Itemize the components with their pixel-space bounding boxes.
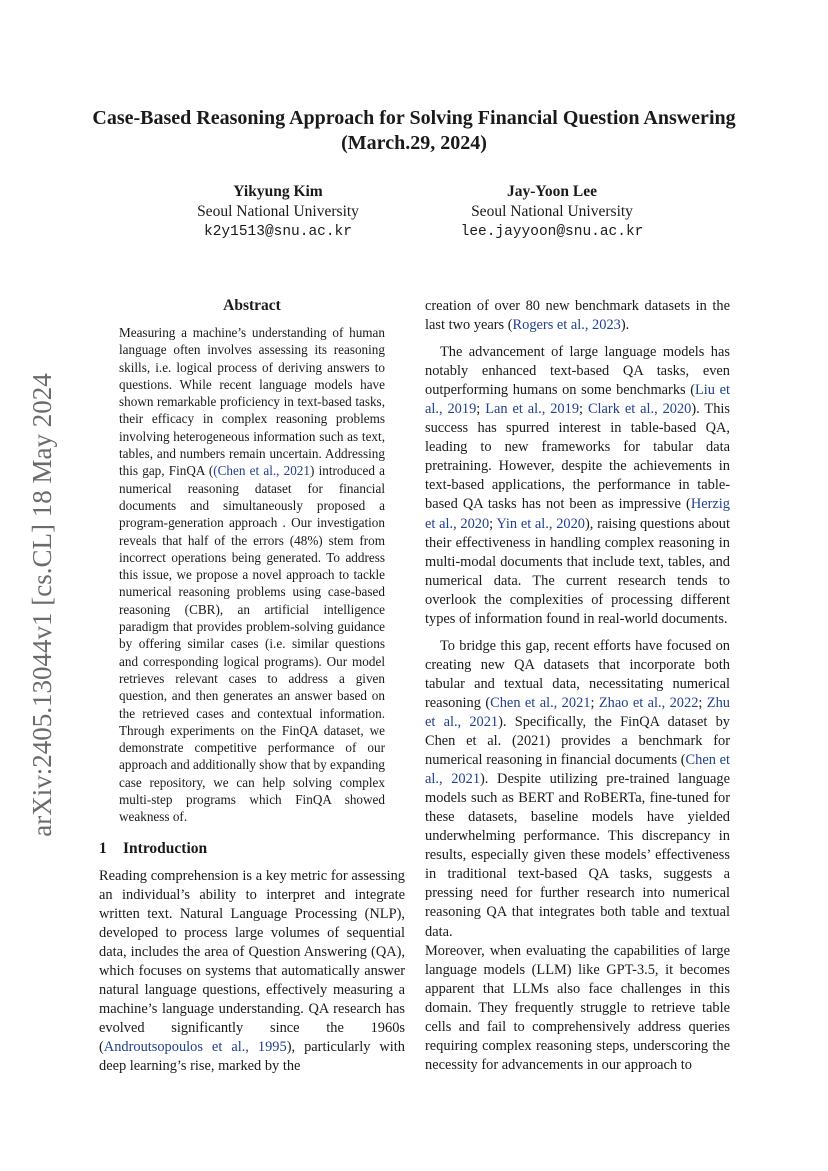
text-run: ). Despite utilizing pre-trained language models such as BERT and RoBERTa, fine-tuned for these datasets, baseline models have yielded underwhelming performance. This discrepancy in results, especially given these models’ effectiveness in traditional text-based QA tasks, suggests a pressing need for further research into numerical reasoning QA that integrates both table and textual data. (425, 771, 730, 940)
text-run: ; (489, 515, 497, 532)
text-run: To bridge this gap, recent efforts have focused on creating new QA datasets that incorporate both tabular and textual data, necessitating numerical reasoning ( (425, 637, 730, 711)
text-run: ; (476, 401, 486, 418)
abstract-text (119, 324, 385, 826)
text-run: ). Specifically, the FinQA dataset by Chen et al. (2021) provides a benchmark for numerical reasoning in financial documents ( (425, 713, 730, 769)
citation-link[interactable]: Yin et al., 2020 (496, 515, 585, 532)
author-email: lee.jayyoon@snu.ac.kr (460, 224, 644, 240)
section-heading-introduction (99, 839, 405, 859)
arxiv-identifier-stamp: arXiv:2405.13044v1 [cs.CL] 18 May 2024 (27, 373, 57, 837)
text-run: Moreover, when evaluating the capabilities of large language models (LLM) like GPT-3.5, it becomes apparent that LLMs also face challenges in this domain. They frequently struggle to retrieve table cells and fail to comprehensively address queries requiring complex reasoning steps, underscoring the necessity for advancements in our approach to (425, 942, 730, 1073)
text-run: ), particularly with deep learning’s rise, marked by the (99, 1039, 405, 1075)
paragraph (99, 867, 405, 1077)
paragraph (425, 343, 730, 629)
text-run: ). This success has spurred interest in table-based QA, leading to new frameworks for tabular data pretraining. However, despite the achievements in text-based applications, the performance in table-based QA tasks has not been as impressive ( (425, 401, 730, 513)
text-run: ) introduced a numerical reasoning dataset for financial documents and simultaneously proposed a program-generation approach . Our investigation reveals that half of the errors (48%) stem from incorrect operations being generated. To address this issue, we propose a novel approach to tackle numerical reasoning problems using case-based reasoning (CBR), an artificial intelligence paradigm that provides problem-solving guidance by offering similar cases (i.e. similar questions and corresponding logical programs). Our model retrieves relevant cases to address a given question, and then generates an answer based on the retrieved cases and contextual information. Through experiments on the FinQA dataset, we demonstrate competitive performance of our approach and additionally show that by expanding case repository, we can help solving complex multi-step programs which FinQA showed weakness of. (119, 463, 385, 825)
text-run: creation of over 80 new benchmark datasets in the last two years ( (425, 298, 730, 334)
citation-link[interactable]: Rogers et al., 2023 (512, 317, 621, 334)
citation-link[interactable]: Zhu et al., 2021 (425, 694, 730, 730)
citation-link[interactable]: (Chen et al., 2021 (213, 463, 310, 479)
paragraph (425, 297, 730, 335)
citation-link[interactable]: Clark et al., 2020 (587, 401, 692, 418)
text-run: Reading comprehension is a key metric for assessing an individual’s ability to interpret and integrate written text. Natural Language Processing (NLP), developed to process large volumes of sequential data, includes the area of Question Answering (QA), which focuses on systems that automatically answer natural language questions, effectively measuring a machine’s language understanding. QA research has evolved significantly since the 1960s ( (99, 867, 405, 1056)
citation-link[interactable]: Chen et al., 2021 (425, 752, 730, 788)
citation-link[interactable]: Zhao et al., 2022 (598, 694, 699, 711)
paragraph (425, 637, 730, 942)
citation-link[interactable]: Androutsopoulos et al., 1995 (103, 1039, 287, 1056)
author-name: Yikyung Kim (233, 183, 323, 200)
paragraph (425, 942, 730, 1075)
section-title: Introduction (123, 839, 208, 857)
paper-title: Case-Based Reasoning Approach for Solving Financial Question Answering (March.29, 2024) (92, 107, 736, 154)
right-column (425, 297, 730, 1075)
text-run: ; (579, 401, 588, 418)
citation-link[interactable]: Liu et al., 2019 (425, 382, 730, 418)
text-run: Measuring a machine’s understanding of human language often involves assessing its reasoning skills, i.e. logical process of deriving answers to questions. While recent language models have shown remarkable proficiency in text-based tasks, their efficacy in complex reasoning problems involving heterogeneous information such as text, tables, and numbers remain uncertain. Addressing this gap, FinQA ( (119, 325, 385, 479)
author-block (402, 182, 702, 242)
author-affiliation: Seoul National University (471, 203, 633, 220)
text-run: The advancement of large language models has notably enhanced text-based QA tasks, even outperforming humans on some benchmarks ( (425, 344, 730, 399)
left-column (99, 296, 405, 1076)
citation-link[interactable]: Herzig et al., 2020 (425, 496, 730, 532)
author-affiliation: Seoul National University (197, 203, 359, 220)
text-run: ; (698, 694, 707, 711)
citation-link[interactable]: Chen et al., 2021 (490, 694, 591, 711)
author-name: Jay-Yoon Lee (507, 183, 597, 200)
author-block (128, 182, 428, 242)
text-run: ; (590, 694, 599, 711)
author-email: k2y1513@snu.ac.kr (204, 224, 352, 240)
section-number: 1 (99, 839, 107, 857)
text-run: ). (620, 317, 630, 334)
abstract-heading: Abstract (223, 297, 281, 314)
text-run: ), raising questions about their effectiveness in handling complex reasoning in multi-modal documents that include text, tables, and numerical data. The current research tends to overlook the complexities of processing different types of information found in real-world documents. (425, 515, 730, 627)
citation-link[interactable]: Lan et al., 2019 (485, 401, 580, 418)
